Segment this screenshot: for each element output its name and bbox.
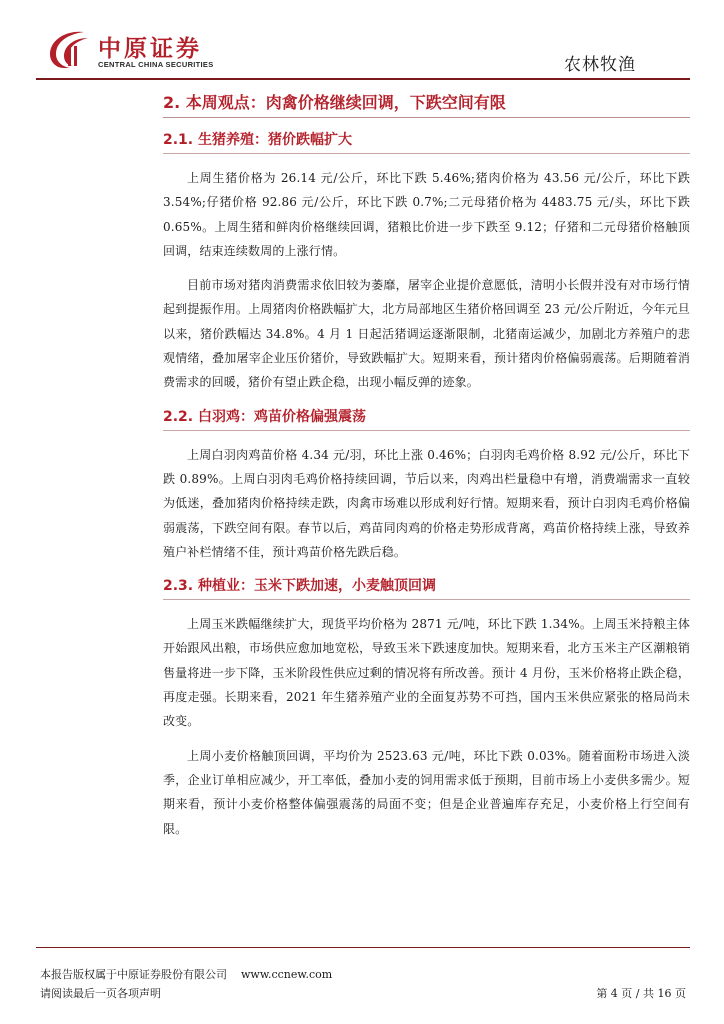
logo-text-cn: 中原证券 — [98, 36, 202, 62]
footer-copyright: 本报告版权属于中原证券股份有限公司 — [40, 968, 227, 981]
section-title: 2. 本周观点：肉禽价格继续回调，下跌空间有限 — [163, 93, 506, 112]
footer-divider — [36, 947, 690, 948]
subsection-title-broiler: 2.2. 白羽鸡：鸡苗价格偏强震荡 — [163, 408, 366, 425]
footer-disclaimer: 请阅读最后一页各项声明 — [40, 987, 161, 1000]
logo-text-en: CENTRAL CHINA SECURITIES — [98, 60, 214, 69]
logo-icon — [44, 28, 90, 70]
paragraph: 目前市场对猪肉消费需求依旧较为萎靡，屠宰企业提价意愿低，清明小长假并没有对市场行情起到提振作用。上周猪肉价格跌幅扩大，北方局部地区生猪价格回调至 23 元/公斤附近，今年元旦以来，猪价跌幅达 34.8%。4 月 1 日起活猪调运逐渐限制，北猪南运减少，加剧北方养殖户的悲观情绪，叠加屠宰企业压价猪价，导致跌幅扩大。短期来看，预计猪肉价格偏弱震荡。后期随着消费需求的回暖，猪价有望止跌企稳，出现小幅反弹的迹象。 — [163, 278, 690, 390]
header-divider — [36, 78, 690, 80]
page-number: 第 4 页 / 共 16 页 — [596, 987, 686, 1000]
footer-website-link[interactable]: www.ccnew.com — [241, 968, 333, 981]
paragraph: 上周白羽肉鸡苗价格 4.34 元/羽，环比上涨 0.46%；白羽肉毛鸡价格 8.92 元/公斤，环比下跌 0.89%。上周白羽肉毛鸡价格持续回调，节后以来，肉鸡出栏量稳中有增，消费端需求一直较为低迷，叠加猪肉价格持续走跌，肉禽市场难以形成利好行情。短期来看，预计白羽肉毛鸡价格偏弱震荡，下跌空间有限。春节以后，鸡苗同肉鸡的价格走势形成背离，鸡苗价格持续上涨，导致养殖户补栏情绪不佳，预计鸡苗价格先跌后稳。 — [163, 447, 690, 559]
footer-copyright-line — [40, 966, 332, 982]
page-header — [0, 0, 724, 80]
paragraph: 上周玉米跌幅继续扩大，现货平均价格为 2871 元/吨，环比下跌 1.34%。上周玉米持粮主体开始跟风出粮，市场供应愈加地宽松，导致玉米下跌速度加快。短期来看，北方玉米主产区潮粮销售量将进一步下降，玉米阶段性供应过剩的情况将有所改善。预计 4 月份，玉米价格将止跌企稳，再度走强。长期来看，2021 年生猪养殖产业的全面复苏势不可挡，国内玉米供应紧张的格局尚未改变。 — [163, 617, 690, 729]
paragraph: 上周小麦价格触顶回调，平均价为 2523.63 元/吨，环比下跌 0.03%。随着面粉市场进入淡季，企业订单相应减少，开工率低，叠加小麦的饲用需求低于预期，目前市场上小麦供多需少。短期来看，预计小麦价格整体偏强震荡的局面不变；但是企业普遍库存充足，小麦价格上行空间有限。 — [163, 748, 690, 836]
sector-label: 农林牧渔 — [564, 55, 636, 75]
subsection-title-hog: 2.1. 生猪养殖：猪价跌幅扩大 — [163, 132, 352, 148]
subsection-title-crops: 2.3. 种植业：玉米下跌加速，小麦触顶回调 — [163, 578, 436, 595]
paragraph: 上周生猪价格为 26.14 元/公斤，环比下跌 5.46%;猪肉价格为 43.56 元/公斤，环比下跌 3.54%;仔猪价格 92.86 元/公斤，环比下跌 0.7%;二元母猪价格为 4483.75 元/头，环比下跌 0.65%。上周生猪和鲜肉价格继续回调，猪粮比价进一步下跌至 9.12；仔猪和二元母猪价格触顶回调，结束连续数周的上涨行情。 — [163, 171, 690, 258]
report-body — [163, 86, 690, 841]
